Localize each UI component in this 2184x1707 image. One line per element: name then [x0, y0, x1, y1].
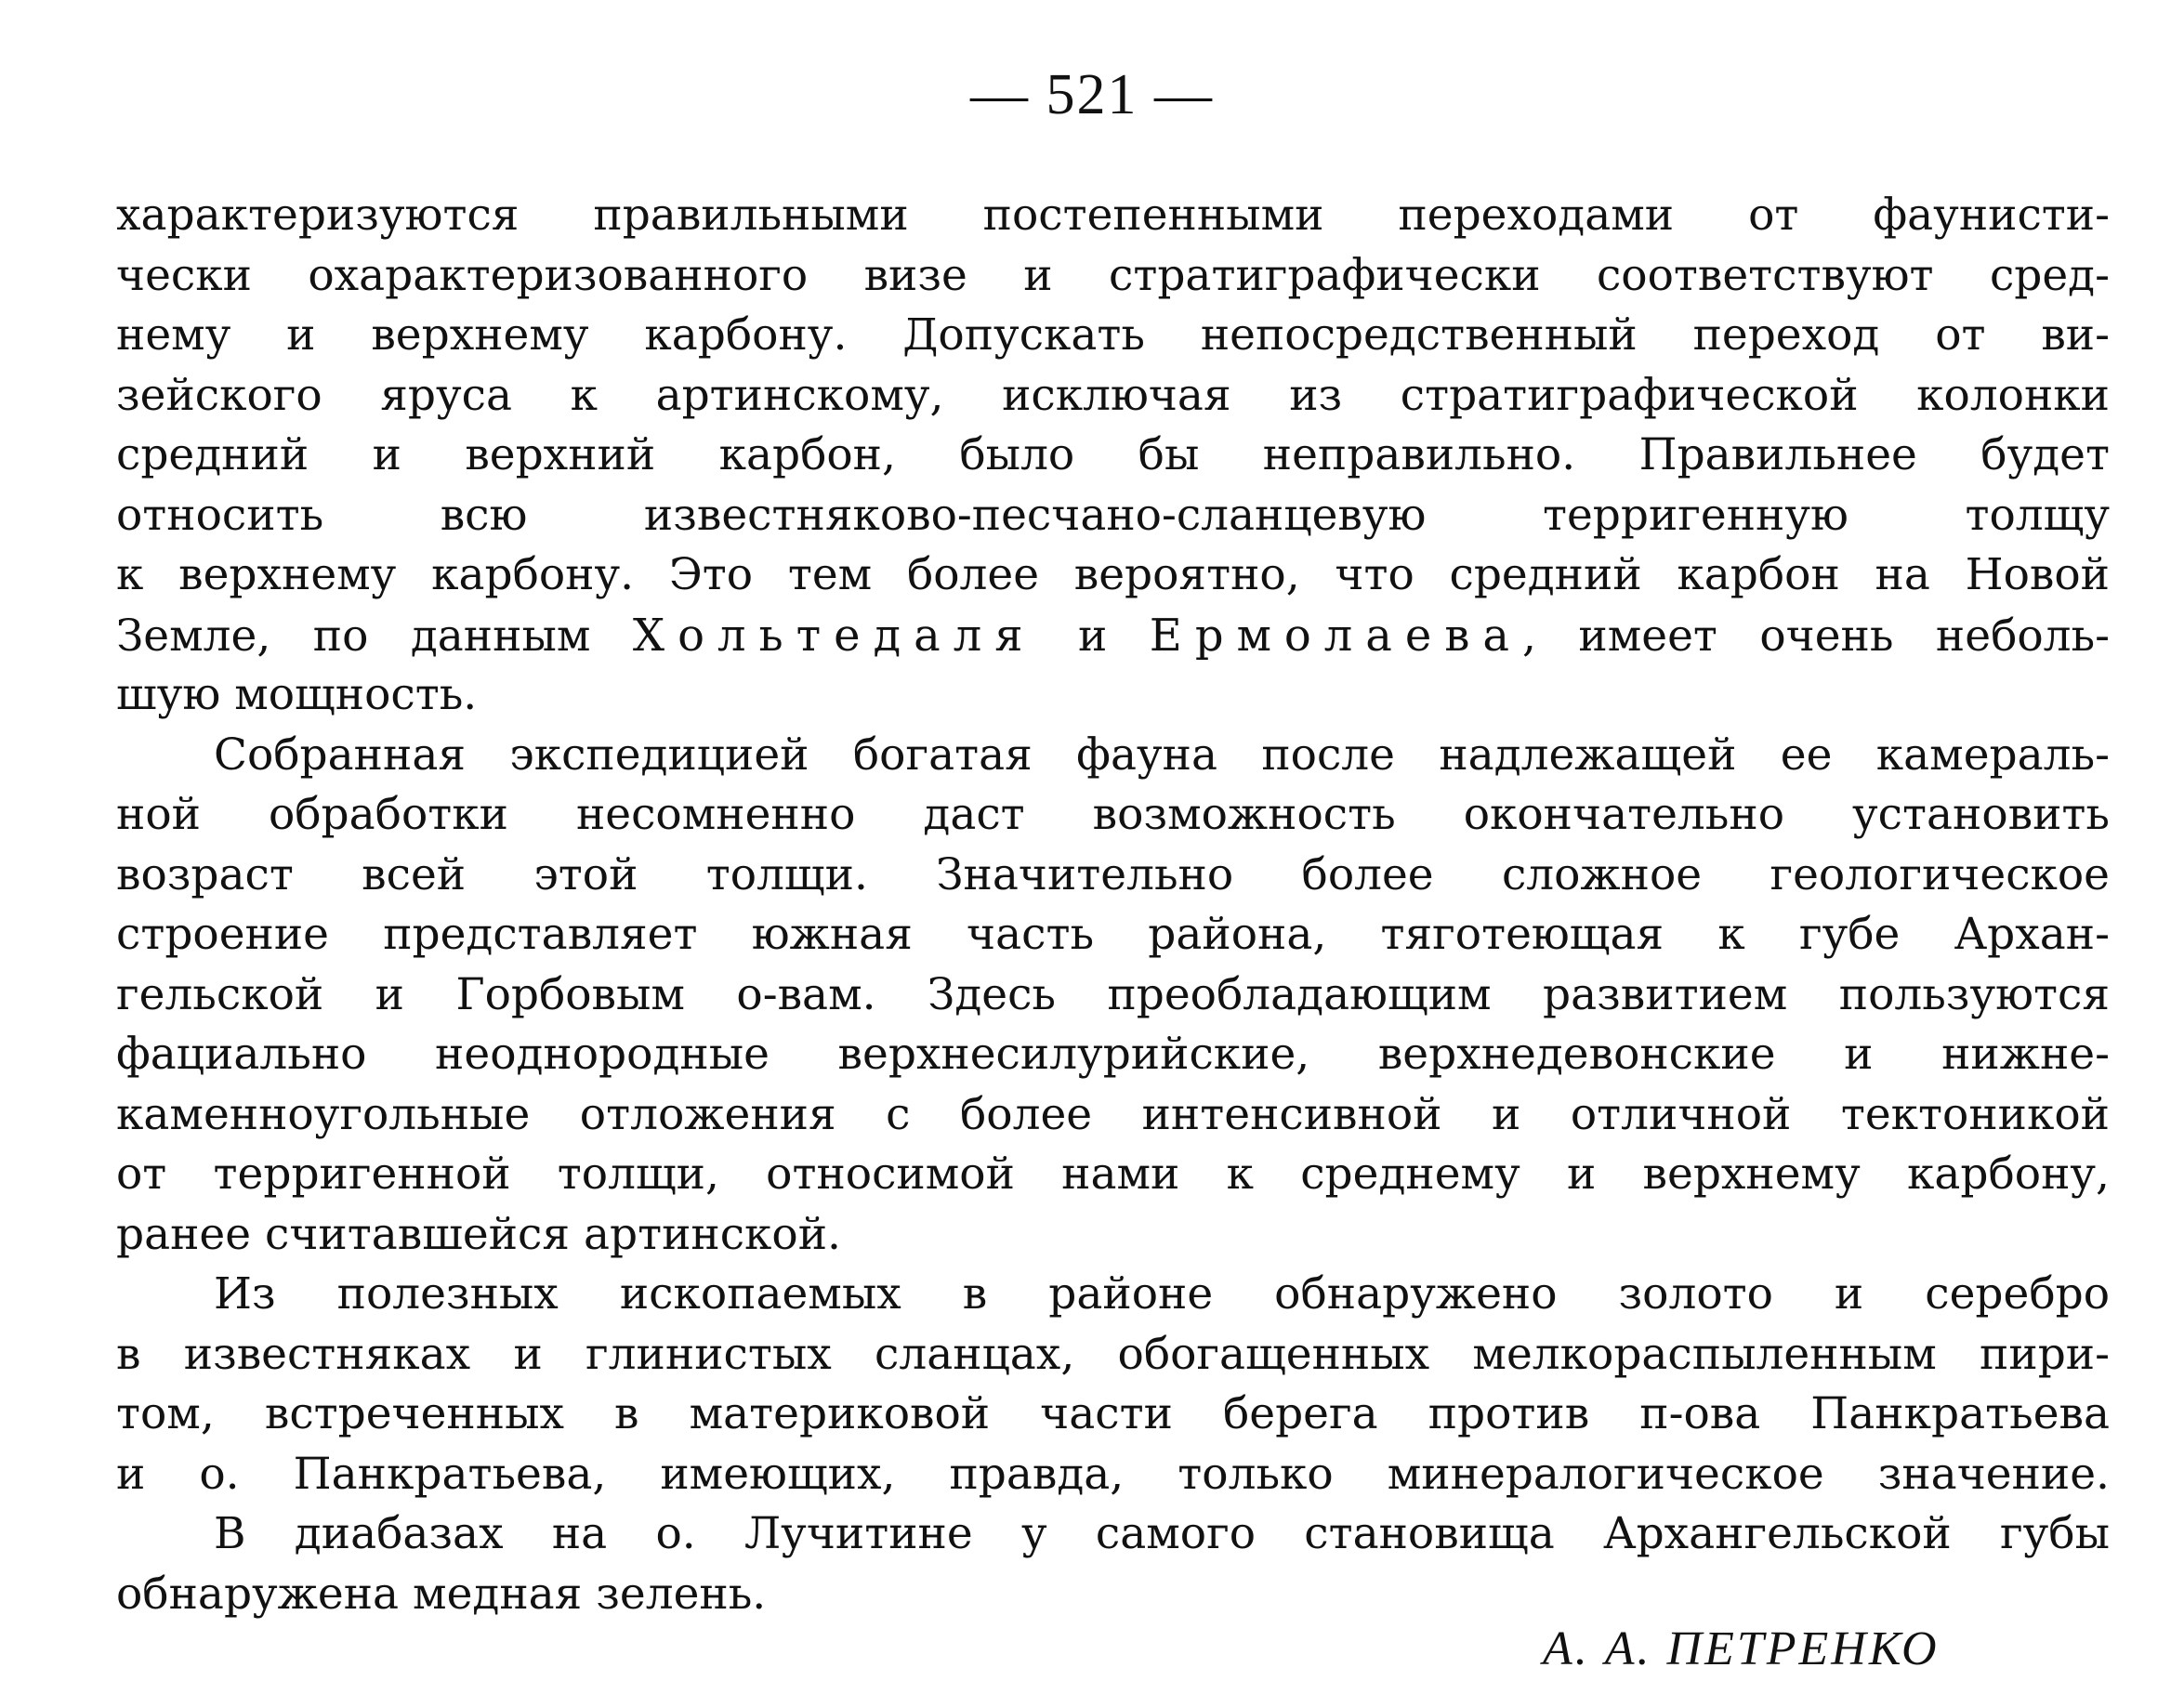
text-line: возраст всей этой толщи. Значительно более сложное геологическое: [116, 848, 2110, 900]
text-line: Собранная экспедицией богатая фауна после надлежащей ее камераль-: [214, 729, 2110, 781]
text-line: и о. Панкратьева, имеющих, правда, только минералогическое значение.: [116, 1448, 2110, 1500]
text-line: нему и верхнему карбону. Допускать непосредственный переход от ви-: [116, 309, 2110, 361]
text-line: строение представляет южная часть района, тяготеющая к губе Архан-: [116, 909, 2110, 960]
text-line: фациально неоднородные верхнесилурийские, верхнедевонские и нижне-: [116, 1029, 2110, 1080]
body-text: [116, 186, 2110, 1624]
text-line: ранее считавшейся артинской.: [116, 1208, 841, 1260]
text-line: Из полезных ископаемых в районе обнаружено золото и серебро: [214, 1268, 2110, 1320]
text-line: зейского яруса к артинскому, исключая из стратиграфической колонки: [116, 369, 2110, 421]
text-line: характеризуются правильными постепенными переходами от фаунисти-: [116, 190, 2110, 241]
text-fragment: и: [1035, 610, 1150, 662]
page-number: — 521 —: [970, 63, 1214, 126]
text-fragment: , имеет очень неболь-: [1521, 610, 2110, 662]
text-line: том, встреченных в материковой части берега против п-ова Панкратьева: [116, 1388, 2110, 1439]
text-line: В диабазах на о. Лучитине у самого становища Архангельской губы: [214, 1508, 2110, 1559]
text-line: гельской и Горбовым о-вам. Здесь преобладающим развитием пользуются: [116, 968, 2110, 1020]
text-line: средний и верхний карбон, было бы неправильно. Правильнее будет: [116, 429, 2110, 480]
text-line: шую мощность.: [116, 669, 478, 720]
author-signature: А. А. ПЕТРЕНКО: [1543, 1622, 1940, 1675]
text-line: относить всю известняково-песчано-сланцевую терригенную толщу: [116, 489, 2110, 541]
author-name-ermolaev: Ермолаева: [1149, 609, 1522, 662]
text-line: в известняках и глинистых сланцах, обогащенных мелкораспыленным пири-: [116, 1328, 2110, 1380]
text-line: ной обработки несомненно даст возможность окончательно установить: [116, 789, 2110, 840]
text-line: каменноугольные отложения с более интенсивной и отличной тектоникой: [116, 1088, 2110, 1140]
text-line: чески охарактеризованного визе и стратиграфически соответствуют сред-: [116, 249, 2110, 301]
text-line: от терригенной толщи, относимой нами к среднему и верхнему карбону,: [116, 1149, 2110, 1200]
text-line: обнаружена медная зелень.: [116, 1568, 767, 1620]
text-line: к верхнему карбону. Это тем более вероятно, что средний карбон на Новой: [116, 549, 2110, 600]
text-fragment: Земле, по данным: [116, 610, 633, 662]
text-line-with-names: [116, 606, 2110, 666]
author-name-holtedahl: Хольтедаля: [632, 609, 1036, 662]
